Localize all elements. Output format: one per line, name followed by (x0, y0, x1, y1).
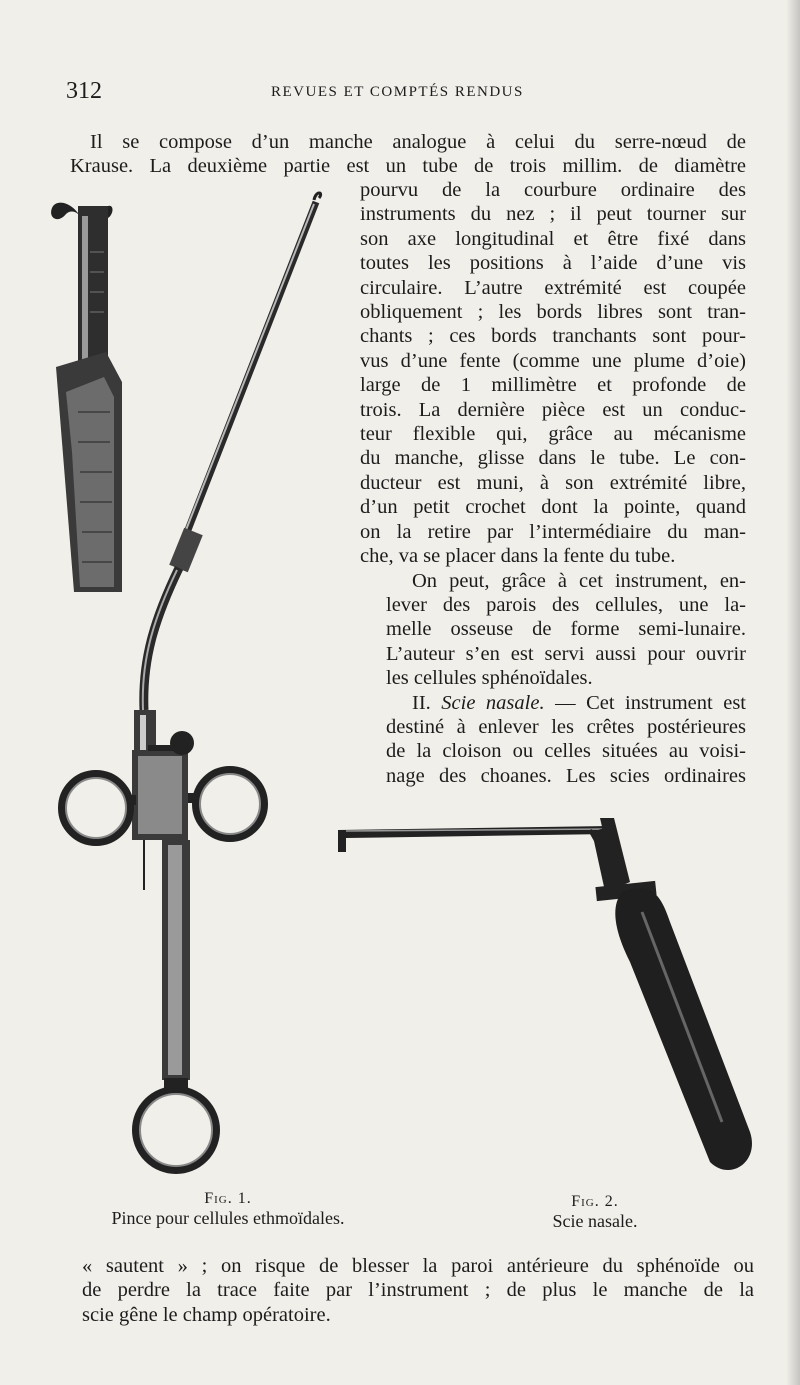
text-line: de la cloison ou celles situées au voisi- (386, 740, 746, 763)
figure-2-caption-text: Scie nasale. (552, 1211, 638, 1231)
text-line (360, 691, 746, 715)
text-line: melle osseuse de forme semi-lunaire. (386, 618, 746, 641)
figure-1-label: Fig. 1. (204, 1190, 252, 1207)
text-line: obliquement ; les bords libres sont tran- (360, 301, 746, 324)
text-line: lever des parois des cellules, une la- (386, 593, 746, 616)
text-line: on la retire par l’intermédiaire du man- (360, 520, 746, 543)
text-line: destiné à enlever les crêtes postérieures (386, 715, 746, 738)
text-line: L’auteur s’en est servi aussi pour ouvrir (386, 642, 746, 665)
text-line: trois. La dernière pièce est un conduc- (360, 398, 746, 421)
figure-2-caption (525, 1193, 665, 1232)
paragraph-2 (360, 569, 746, 691)
text-line: che, va se placer dans la fente du tube. (360, 545, 676, 568)
text-line: instruments du nez ; il peut tourner sur (360, 203, 746, 226)
bottom-text (82, 1254, 754, 1327)
text-line: chants ; ces bords tranchants sont pour- (360, 325, 746, 348)
fig1-ethmoid-forceps-illustration (54, 190, 324, 1180)
text-fragment: — Cet instrument est (555, 691, 746, 714)
text-line: Il se compose d’un manche analogue à celui du serre-nœud de (90, 131, 746, 153)
text-line: teur flexible qui, grâce au mécanisme (360, 423, 746, 446)
text-line: ducteur est muni, à son extrémité libre, (360, 471, 746, 494)
fig2-nasal-saw-illustration (330, 812, 770, 1182)
text-line: Krause. La deuxième partie est un tube de trois millim. de diamètre (70, 155, 746, 178)
text-line: « sautent » ; on risque de blesser la paroi antérieure du sphénoïde ou (82, 1255, 754, 1277)
figure-1-caption-text: Pince pour cellules ethmoïdales. (111, 1208, 345, 1228)
figure-2-label: Fig. 2. (571, 1193, 619, 1210)
text-line: son axe longitudinal et être fixé dans (360, 227, 746, 250)
text-line: les cellules sphénoïdales. (386, 667, 593, 690)
section-title-italic: Scie nasale. (441, 691, 545, 714)
paragraph-3 (360, 691, 746, 789)
running-head: REVUES ET COMPTÉS RENDUS (271, 84, 524, 100)
intro-text (70, 130, 746, 179)
text-line: large de 1 millimètre et profonde de (360, 374, 746, 397)
text-line: de perdre la trace faite par l’instrument ; de plus le manche de la (82, 1279, 754, 1302)
text-line: scie gêne le champ opératoire. (82, 1303, 331, 1326)
text-line: pourvu de la courbure ordinaire des (360, 179, 746, 201)
figure-1-caption (78, 1190, 378, 1229)
section-number: II. (412, 691, 431, 714)
right-column-text (360, 178, 746, 788)
page-number: 312 (66, 78, 102, 104)
text-line: toutes les positions à l’aide d’une vis (360, 252, 746, 275)
text-line: On peut, grâce à cet instrument, en- (412, 569, 746, 592)
text-line: du manche, glisse dans le tube. Le con- (360, 447, 746, 470)
page-edge-shadow (786, 0, 800, 1385)
text-line: d’un petit crochet dont la pointe, quand (360, 496, 746, 519)
text-line: nage des choanes. Les scies ordinaires (386, 764, 746, 787)
paragraph-1 (360, 178, 746, 569)
page-header (66, 78, 756, 108)
text-line: vus d’une fente (comme une plume d’oie) (360, 349, 746, 372)
text-line: circulaire. L’autre extrémité est coupée (360, 276, 746, 299)
